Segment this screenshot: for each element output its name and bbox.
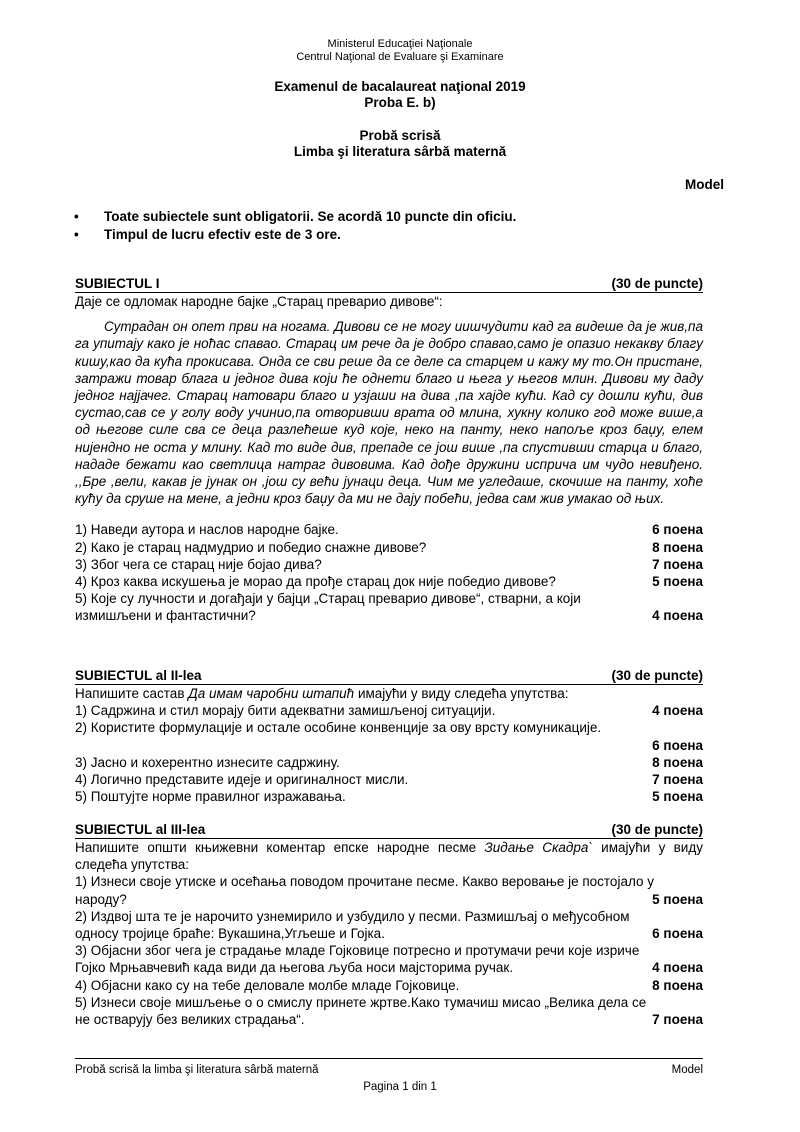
ministry-name: Ministerul Educaţiei Naţionale (327, 38, 473, 50)
subject-3-heading: SUBIECTUL al III-lea (30 de puncte) (75, 822, 703, 837)
question-item: 2) Користите формулације и остале особине конвенције за ову врсту комуникације. (75, 720, 602, 736)
subject-3 (75, 822, 703, 1028)
footer-divider (75, 1058, 703, 1059)
instruction-item: • Toate subiectele sunt obligatorii. Se acordă 10 puncte din oficiu. (74, 209, 517, 224)
footer-right: Model (671, 1064, 703, 1076)
subject-2-intro: Напишите састав Да имам чаробни штапић имајући у виду следећа упутства: (75, 686, 569, 701)
footer (75, 1064, 703, 1076)
question-item: 5) Које су лучности и догађаји у бајци „Старац преварио дивове“, стварни, а који измишљени и фантастични? 4 поена (75, 591, 703, 624)
question-item: 4) Објасни како су на тебе деловале молбе младе Гојковице. 8 поена (75, 977, 703, 993)
question-item: 1) Изнеси своје утиске и осећања поводом прочитане песме. Какво веровање је постојало у народу? 5 поена (75, 874, 703, 907)
exam-title: Examenul de bacalaureat naţional 2019 (274, 79, 526, 94)
center-name: Centrul Naţional de Evaluare şi Examinare (296, 51, 504, 63)
subject-1-intro: Даје се одломак народне бајке „Старац преварио дивове“: (75, 294, 443, 309)
subject-2-heading: SUBIECTUL al II-lea (30 de puncte) (75, 668, 703, 683)
question-item: 4) Логично представите идеје и оригиналност мисли. 7 поена (75, 772, 703, 788)
question-item: 5) Поштујте норме правилног изражавања. 5 поена (75, 789, 703, 805)
page-number: Pagina 1 din 1 (363, 1081, 437, 1093)
fairy-tale-passage: Сутрадан он опет први на ногама. Дивови се не могу иишчудити кад га видеше да је жив,па га упитају како је ноћас спавао. Старац им рече да је добро спавао,само је опазио некакву благу кишу,као да кућа прокисава. Онда се сви реше да се деле са старцем и кажу му то.Он пристане, затражи товар блага и једног дива који ће однети благо и њега у његов млин. Дивови му даду једног најјачег. Старац натовари благо и узјаши на дива ,па хајде кући. Кад су дошли кући, див сустао,сав се у голу воду учинио,па отворивши врата од млина, хукну колико год може више,а од његове силе сва се деца разлећеше куд које, неко на панту, неко напоље кроз баџу, елем нијендно не оста у млину. Кад то виде див, препаде се још више ,па спустивши старца и благо, нададе бежати као светлица натраг дивовима. Кад дође дружини исприча им чудо невиђено. ,,Бре ,вели, какав је јунак он ,још су већи јунаци деца. Чим ме угледаше, скочише на панту, хоће кућу да сруше на мене, а једни кроз баџу да ми не дају побећи, једва сам жив умакао од њих. (75, 319, 703, 507)
question-item: 3) Објасни због чега је страдање младе Гојковице потресно и протумачи речи које изриче Гојко Мрњавчевић када види да његова љуба носи мајсторима ручак. 4 поена (75, 943, 703, 976)
question-item: 2) Издвој шта те је нарочито узнемирило и узбудило у песми. Размишљај о међусобном односу тројице браће: Вукашина,Угљеше и Гојка. 6 поена (75, 908, 703, 942)
question-points: 6 поена (652, 737, 703, 753)
question-item: 4) Кроз каква искушења је морао да прође старац док није победио дивове? 5 поена (75, 574, 703, 590)
question-item: 3) Због чега се старац није бојао дива? 7 поена (75, 556, 703, 572)
footer-left: Probă scrisă la limba şi literatura sârbă maternă (75, 1064, 319, 1076)
question-item: 1) Садржина и стил морају бити адекватни замишљеној ситуацији. 4 поена (75, 703, 703, 719)
model-label: Model (685, 177, 724, 192)
subject-title: Limba şi literatura sârbă maternă (293, 144, 507, 159)
subject-2 (75, 668, 703, 805)
subject-3-intro: Напишите општи књижевни коментар епске народне песме Зидање Скадра` имајући у виду следећа упутства: (75, 840, 703, 873)
instruction-item: • Timpul de lucru efectiv este de 3 ore. (74, 227, 341, 242)
proba-title: Proba E. b) (364, 95, 436, 110)
question-item: 5) Изнеси своје мишљење о о смислу принете жртве.Како тумачиш мисао „Велика дела се не остварују без великих страдања“. 7 поена (75, 994, 703, 1028)
question-item: 1) Наведи аутора и наслов народне бајке. 6 поена (75, 522, 703, 538)
subject-1 (75, 276, 703, 625)
question-item: 2) Како је старац надмудрио и победио снажне дивове? 8 поена (75, 539, 703, 555)
subject-1-heading: SUBIECTUL I (30 de puncte) (75, 276, 703, 291)
instructions-list (74, 208, 734, 244)
written-test-title: Probă scrisă (359, 128, 441, 143)
question-item: 3) Јасно и кохерентно изнесите садржину. 8 поена (75, 754, 703, 770)
